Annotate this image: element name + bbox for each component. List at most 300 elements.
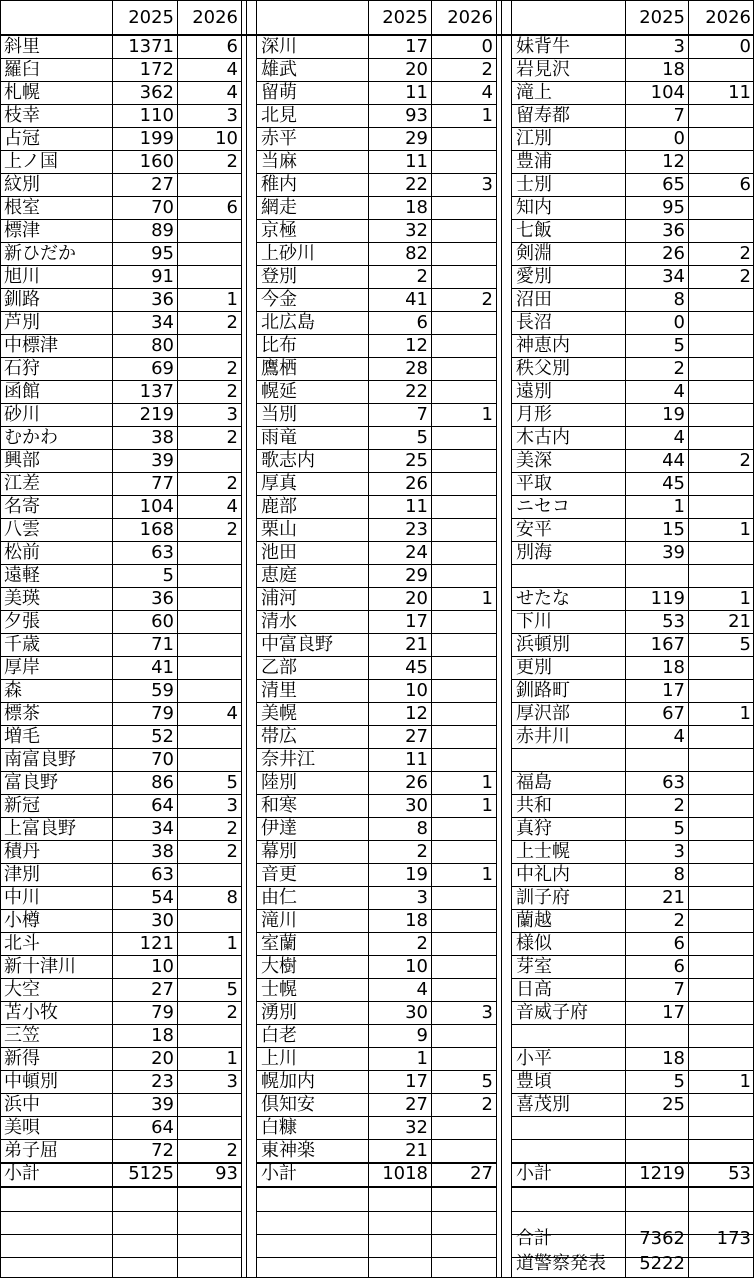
count-2026: 2 [226, 473, 238, 494]
subtotal-2026: 53 [728, 1163, 751, 1184]
town-name: 北見 [261, 105, 297, 126]
count-2025: 36 [151, 289, 174, 310]
count-2026: 2 [739, 450, 751, 471]
count-2025: 20 [405, 588, 428, 609]
count-2026 [177, 542, 241, 564]
town-name: 清里 [261, 680, 297, 701]
count-2025: 80 [151, 335, 174, 356]
count-2025: 52 [151, 726, 174, 747]
count-2025: 79 [151, 1002, 174, 1023]
count-2026 [177, 335, 241, 357]
town-name: 室蘭 [261, 933, 297, 954]
subtotal-label: 小計 [4, 1163, 40, 1184]
block-separator [496, 0, 497, 1278]
row-line [257, 1211, 496, 1212]
town-name: 比布 [261, 335, 297, 356]
count-2025: 91 [151, 266, 174, 287]
grand-total-2025: 7362 [639, 1228, 685, 1249]
town-name: 伊達 [261, 818, 297, 839]
count-2025: 26 [405, 473, 428, 494]
town-name: 沼田 [516, 289, 552, 310]
count-2026 [431, 818, 496, 840]
count-2026 [688, 565, 754, 587]
town-name: 大樹 [261, 956, 297, 977]
town-name: 雨竜 [261, 427, 297, 448]
town-name: 三笠 [4, 1025, 40, 1046]
count-2025: 15 [662, 519, 685, 540]
subtotal-border-bottom [512, 1186, 754, 1188]
town-name: 神恵内 [516, 335, 570, 356]
count-2025: 19 [405, 864, 428, 885]
town-name [512, 1117, 625, 1139]
count-2026 [688, 749, 754, 771]
town-name: 小樽 [4, 910, 40, 931]
town-name: 訓子府 [516, 887, 570, 908]
count-2026 [688, 128, 754, 150]
town-name: 根室 [4, 197, 40, 218]
count-2026 [431, 680, 496, 702]
count-2025: 10 [405, 956, 428, 977]
count-2025: 5 [416, 427, 428, 448]
town-name: ニセコ [516, 496, 570, 517]
town-name: 厚岸 [4, 657, 40, 678]
count-2026: 1 [739, 703, 751, 724]
count-2026 [431, 519, 496, 541]
count-2025: 6 [673, 956, 685, 977]
town-name: 白老 [261, 1025, 297, 1046]
town-name: 歌志内 [261, 450, 315, 471]
town-name: 中川 [4, 887, 40, 908]
count-2026: 5 [226, 979, 238, 1000]
count-2026: 0 [739, 36, 751, 57]
count-2026 [177, 174, 241, 196]
count-2026 [688, 59, 754, 81]
count-2026 [177, 749, 241, 771]
count-2025: 45 [405, 657, 428, 678]
count-2025: 160 [139, 151, 174, 172]
town-name: 美幌 [261, 703, 297, 724]
count-2026: 2 [481, 289, 493, 310]
town-name: 更別 [516, 657, 552, 678]
count-2026 [431, 887, 496, 909]
town-name: 芽室 [516, 956, 552, 977]
town-name: 上富良野 [4, 818, 76, 839]
count-2026: 3 [226, 404, 238, 425]
town-name: 滝川 [261, 910, 297, 931]
town-name [512, 565, 625, 587]
count-2025: 44 [662, 450, 685, 471]
subtotal-label: 小計 [261, 1163, 297, 1184]
count-2026: 10 [215, 128, 238, 149]
count-2026 [431, 243, 496, 265]
count-2026: 1 [739, 588, 751, 609]
count-2025: 10 [151, 956, 174, 977]
count-2025: 21 [662, 887, 685, 908]
police-announcement-label: 道警察発表 [516, 1253, 606, 1274]
count-2025: 12 [405, 703, 428, 724]
town-name: 北広島 [261, 312, 315, 333]
count-2025: 17 [662, 680, 685, 701]
count-2025: 104 [650, 82, 685, 103]
row-line [0, 1257, 241, 1258]
town-name: 上川 [261, 1048, 297, 1069]
count-2025: 60 [151, 611, 174, 632]
count-2025: 5 [673, 335, 685, 356]
count-2025: 34 [151, 312, 174, 333]
town-name: 中標津 [4, 335, 58, 356]
subtotal-border-bottom [257, 1186, 496, 1188]
count-2025: 36 [662, 220, 685, 241]
count-2026 [688, 1002, 754, 1024]
count-2025: 63 [151, 542, 174, 563]
count-2025: 89 [151, 220, 174, 241]
count-2025: 2 [416, 841, 428, 862]
count-2025: 18 [151, 1025, 174, 1046]
count-2025: 27 [405, 726, 428, 747]
town-name: 長沼 [516, 312, 552, 333]
count-2025: 17 [405, 1071, 428, 1092]
town-name: 陸別 [261, 772, 297, 793]
town-name: 弟子屈 [4, 1140, 58, 1161]
town-name: むかわ [4, 427, 58, 448]
town-name: 蘭越 [516, 910, 552, 931]
count-2025: 11 [405, 496, 428, 517]
count-2026: 4 [226, 59, 238, 80]
count-2025: 1 [673, 496, 685, 517]
count-2025: 25 [405, 450, 428, 471]
town-name: 苫小牧 [4, 1002, 58, 1023]
count-2025: 63 [151, 864, 174, 885]
town-name: 乙部 [261, 657, 297, 678]
count-2026 [688, 1140, 754, 1162]
count-2025: 64 [151, 1117, 174, 1138]
town-name: 真狩 [516, 818, 552, 839]
town-name: 豊頃 [516, 1071, 552, 1092]
count-2026: 3 [481, 1002, 493, 1023]
town-name: 旭川 [4, 266, 40, 287]
count-2025: 17 [405, 611, 428, 632]
count-2025: 95 [662, 197, 685, 218]
town-name: 浦河 [261, 588, 297, 609]
town-name: 津別 [4, 864, 40, 885]
count-2025: 21 [405, 634, 428, 655]
count-2026: 2 [226, 381, 238, 402]
count-2025: 20 [405, 59, 428, 80]
count-2026: 3 [481, 174, 493, 195]
count-2026 [431, 427, 496, 449]
count-2025: 8 [416, 818, 428, 839]
town-name: 士幌 [261, 979, 297, 1000]
count-2025: 3 [673, 841, 685, 862]
count-2026: 2 [226, 427, 238, 448]
count-2025: 23 [405, 519, 428, 540]
town-name: 平取 [516, 473, 552, 494]
count-2025: 3 [673, 36, 685, 57]
town-name: 富良野 [4, 772, 58, 793]
count-2026 [688, 979, 754, 1001]
count-2026 [688, 933, 754, 955]
count-2025: 70 [151, 197, 174, 218]
count-2026 [431, 220, 496, 242]
count-2025: 2 [673, 358, 685, 379]
count-2026: 2 [481, 1094, 493, 1115]
count-2025: 4 [416, 979, 428, 1000]
count-2026: 4 [226, 703, 238, 724]
count-2026: 2 [226, 151, 238, 172]
town-name: 中富良野 [261, 634, 333, 655]
town-name: 東神楽 [261, 1140, 315, 1161]
town-name: 北斗 [4, 933, 40, 954]
count-2026 [688, 772, 754, 794]
count-2025: 32 [405, 1117, 428, 1138]
count-2026 [431, 726, 496, 748]
town-name: 上砂川 [261, 243, 315, 264]
count-2026 [177, 266, 241, 288]
subtotal-2025: 1219 [639, 1163, 685, 1184]
count-2026: 0 [481, 36, 493, 57]
town-name: 愛別 [516, 266, 552, 287]
count-2025: 167 [650, 634, 685, 655]
count-2025: 11 [405, 151, 428, 172]
town-name: 夕張 [4, 611, 40, 632]
count-2025: 39 [151, 1094, 174, 1115]
town-name: 美深 [516, 450, 552, 471]
count-2026 [177, 220, 241, 242]
count-2025: 119 [650, 588, 685, 609]
count-2025: 25 [662, 1094, 685, 1115]
town-name: 稚内 [261, 174, 297, 195]
count-2026: 4 [226, 496, 238, 517]
count-2025: 26 [405, 772, 428, 793]
count-2026: 1 [481, 864, 493, 885]
count-2025: 2 [673, 910, 685, 931]
count-2026 [177, 565, 241, 587]
year-header-2026: 2026 [705, 7, 751, 28]
count-2025: 172 [139, 59, 174, 80]
count-2025: 2 [416, 266, 428, 287]
count-2025: 45 [662, 473, 685, 494]
count-2025: 64 [151, 795, 174, 816]
town-name: 音威子府 [516, 1002, 588, 1023]
town-name: 京極 [261, 220, 297, 241]
town-name: 清水 [261, 611, 297, 632]
count-2025: 22 [405, 174, 428, 195]
town-name: 奈井江 [261, 749, 315, 770]
town-name: 滝上 [516, 82, 552, 103]
count-2025: 24 [405, 542, 428, 563]
count-2026 [688, 404, 754, 426]
subtotal-2026: 93 [215, 1163, 238, 1184]
town-name: 美唄 [4, 1117, 40, 1138]
town-name: 石狩 [4, 358, 40, 379]
town-name: 喜茂別 [516, 1094, 570, 1115]
count-2026 [688, 657, 754, 679]
count-2026 [688, 726, 754, 748]
count-2025: 34 [151, 818, 174, 839]
count-2026: 1 [481, 404, 493, 425]
count-2026 [688, 864, 754, 886]
count-2025: 7 [673, 979, 685, 1000]
count-2025: 219 [139, 404, 174, 425]
count-2026 [431, 956, 496, 978]
count-2026 [431, 1140, 496, 1162]
count-2025: 0 [673, 128, 685, 149]
count-2026 [688, 105, 754, 127]
town-name: 上士幌 [516, 841, 570, 862]
count-2025: 30 [405, 1002, 428, 1023]
count-2025: 5 [673, 1071, 685, 1092]
count-2025: 18 [405, 910, 428, 931]
town-name: 秩父別 [516, 358, 570, 379]
count-2026 [688, 680, 754, 702]
subtotal-border-bottom [0, 1186, 241, 1188]
town-name: 白糠 [261, 1117, 297, 1138]
block-separator [241, 0, 242, 1278]
town-name: せたな [516, 588, 570, 609]
count-2026 [431, 1025, 496, 1047]
town-name: 帯広 [261, 726, 297, 747]
count-2026 [177, 657, 241, 679]
count-2025: 7 [416, 404, 428, 425]
town-name: 福島 [516, 772, 552, 793]
count-2026 [177, 726, 241, 748]
count-2025: 53 [662, 611, 685, 632]
grand-total-2026: 173 [716, 1228, 751, 1249]
town-name: 新冠 [4, 795, 40, 816]
count-2026 [688, 358, 754, 380]
town-name: 釧路町 [516, 680, 570, 701]
count-2025: 6 [416, 312, 428, 333]
count-2026 [688, 910, 754, 932]
count-2025 [625, 1140, 688, 1162]
count-2025: 1 [416, 1048, 428, 1069]
count-2025: 20 [151, 1048, 174, 1069]
count-2026: 2 [226, 1140, 238, 1161]
count-2026 [177, 1117, 241, 1139]
count-2025: 2 [673, 795, 685, 816]
count-2025: 1371 [128, 36, 174, 57]
count-2026: 5 [739, 634, 751, 655]
town-name: 標茶 [4, 703, 40, 724]
town-name: 釧路 [4, 289, 40, 310]
count-2025: 3 [416, 887, 428, 908]
count-2026: 2 [226, 519, 238, 540]
count-2025: 69 [151, 358, 174, 379]
town-name: 函館 [4, 381, 40, 402]
count-2026 [177, 864, 241, 886]
count-2026: 3 [226, 1071, 238, 1092]
town-name: 興部 [4, 450, 40, 471]
town-name: 新ひだか [4, 243, 76, 264]
count-2026: 2 [481, 59, 493, 80]
town-name: 占冠 [4, 128, 40, 149]
count-2026 [431, 703, 496, 725]
town-name: 鹿部 [261, 496, 297, 517]
town-name: 湧別 [261, 1002, 297, 1023]
count-2026 [431, 565, 496, 587]
subtotal-label: 小計 [516, 1163, 552, 1184]
count-2026 [431, 312, 496, 334]
count-2025: 10 [405, 680, 428, 701]
town-name: 美瑛 [4, 588, 40, 609]
subtotal-2026: 27 [470, 1163, 493, 1184]
count-2026: 2 [226, 818, 238, 839]
count-2026: 5 [226, 772, 238, 793]
count-2026: 1 [226, 289, 238, 310]
count-2026 [688, 220, 754, 242]
town-name: 赤平 [261, 128, 297, 149]
count-2026 [688, 956, 754, 978]
count-2025: 63 [662, 772, 685, 793]
count-2025: 79 [151, 703, 174, 724]
count-2025: 27 [405, 1094, 428, 1115]
count-2025: 77 [151, 473, 174, 494]
count-2025: 67 [662, 703, 685, 724]
count-2026: 5 [481, 1071, 493, 1092]
count-2025: 36 [151, 588, 174, 609]
town-name: 新十津川 [4, 956, 76, 977]
count-2025: 137 [139, 381, 174, 402]
town-name: 枝幸 [4, 105, 40, 126]
town-name: 砂川 [4, 404, 40, 425]
count-2026 [431, 335, 496, 357]
count-2026: 1 [481, 588, 493, 609]
count-2026 [177, 243, 241, 265]
count-2025: 28 [405, 358, 428, 379]
count-2025: 29 [405, 565, 428, 586]
town-name: 江差 [4, 473, 40, 494]
town-name: 雄武 [261, 59, 297, 80]
count-2026 [431, 1048, 496, 1070]
town-name: 中頓別 [4, 1071, 58, 1092]
count-2026: 2 [739, 266, 751, 287]
count-2026 [177, 680, 241, 702]
town-name: 月形 [516, 404, 552, 425]
count-2026: 6 [226, 36, 238, 57]
count-2025: 7 [673, 105, 685, 126]
town-name: 木古内 [516, 427, 570, 448]
table-border-top [0, 0, 754, 1]
count-2026 [431, 450, 496, 472]
count-2026 [688, 1048, 754, 1070]
count-2026 [431, 910, 496, 932]
count-2026 [431, 473, 496, 495]
count-2025: 26 [662, 243, 685, 264]
count-2025: 0 [673, 312, 685, 333]
count-2025: 41 [405, 289, 428, 310]
count-2026: 8 [226, 887, 238, 908]
count-2025: 32 [405, 220, 428, 241]
count-2026 [431, 266, 496, 288]
count-2025: 8 [673, 289, 685, 310]
town-name: 増毛 [4, 726, 40, 747]
count-2025: 362 [139, 82, 174, 103]
town-name: 日高 [516, 979, 552, 1000]
count-2025: 23 [151, 1071, 174, 1092]
town-name: 名寄 [4, 496, 40, 517]
count-2025: 18 [405, 197, 428, 218]
subtotal-2025: 5125 [128, 1163, 174, 1184]
town-name: 倶知安 [261, 1094, 315, 1115]
count-2026 [431, 197, 496, 219]
count-2025: 104 [139, 496, 174, 517]
town-name: 紋別 [4, 174, 40, 195]
town-name: 恵庭 [261, 565, 297, 586]
town-name: 七飯 [516, 220, 552, 241]
count-2025: 30 [151, 910, 174, 931]
row-line [257, 1257, 496, 1258]
count-2026 [688, 312, 754, 334]
